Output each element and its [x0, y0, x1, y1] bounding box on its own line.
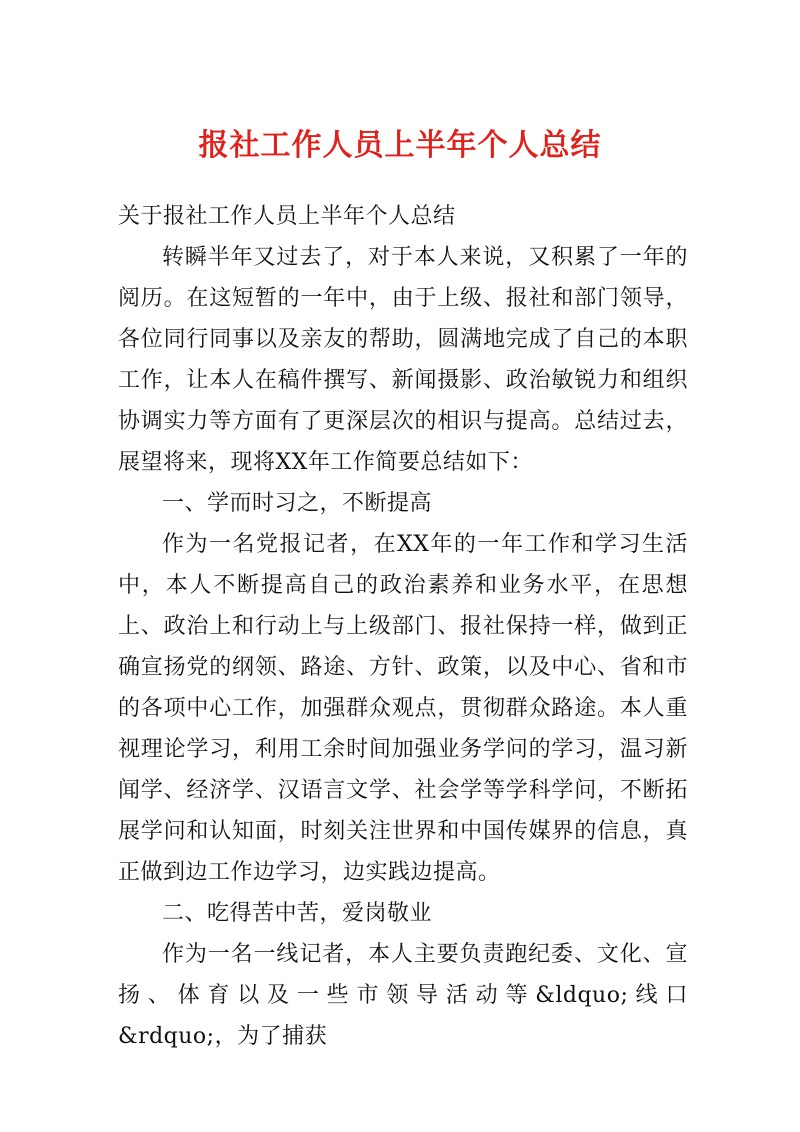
section-heading-2: 二、吃得苦中苦，爱岗敬业: [162, 901, 433, 926]
paragraph-section-1: 作为一名党报记者，在XX年的一年工作和学习生活中，本人不断提高自己的政治素养和业务水平，在思想上、政治上和行动上与上级部门、报社保持一样，做到正确宣扬党的纲领、路途、方针、政策，以及中心、省和市的各项中心工作，加强群众观点，贯彻群众路途。本人重视理论学习，利用工余时间加强业务学问的学习，温习新闻学、经济学、汉语言文学、社会学等学科学问，不断拓展学问和认知面，时刻关注世界和中国传媒界的信息，真正做到边工作边学习，边实践边提高。: [118, 532, 688, 885]
document-body: [118, 196, 688, 1057]
section-heading-1: 一、学而时习之，不断提高: [162, 491, 433, 516]
document-title: 报社工作人员上半年个人总结: [198, 128, 602, 163]
paragraph-section-2: 作为一名一线记者，本人主要负责跑纪委、文化、宣扬、体育以及一些市领导活动等&ldquo;线口&rdquo;，为了捕获: [118, 942, 688, 1049]
document-subtitle: 关于报社工作人员上半年个人总结: [118, 204, 456, 229]
paragraph-intro: 转瞬半年又过去了，对于本人来说，又积累了一年的阅历。在这短暂的一年中，由于上级、报社和部门领导，各位同行同事以及亲友的帮助，圆满地完成了自己的本职工作，让本人在稿件撰写、新闻摄影、政治敏锐力和组织协调实力等方面有了更深层次的相识与提高。总结过去，展望将来，现将XX年工作简要总结如下：: [118, 245, 688, 475]
